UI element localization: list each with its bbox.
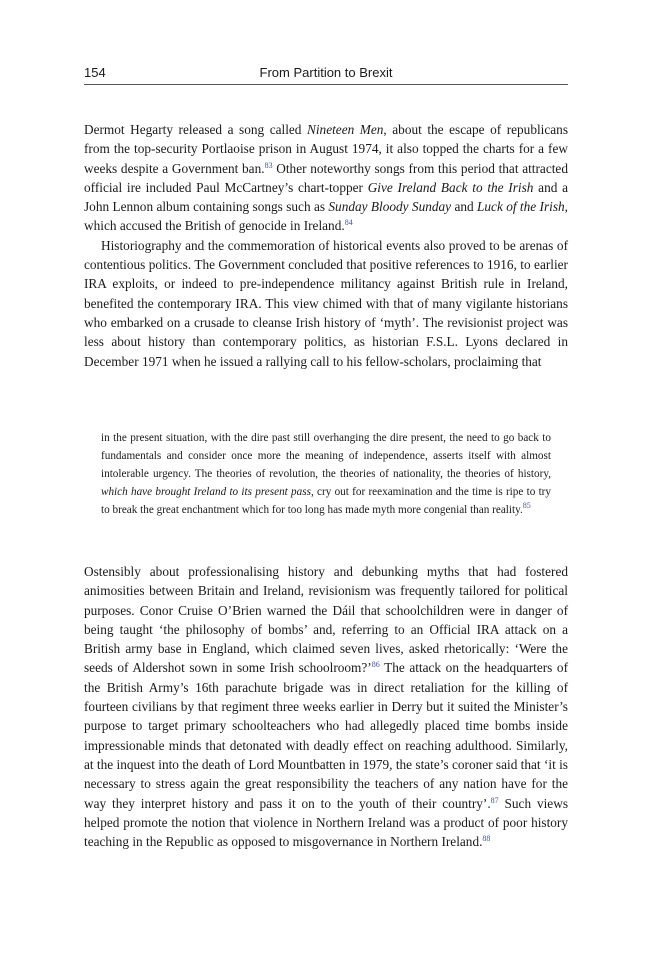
paragraph-1 xyxy=(84,120,568,236)
quote-text: , cry out for reexamination and the time is ripe to try to break the great enchantment which for too long has made myth more congenial than reality. xyxy=(101,485,552,516)
paragraph-1-text: and a John Lennon album containing songs such as xyxy=(84,179,569,215)
block-quote-text xyxy=(101,430,551,520)
paragraph-3-text: Such views helped promote the notion that violence in Northern Ireland was a product of poor history teaching in the Republic as opposed to misgovernance in Northern Ireland. xyxy=(84,795,568,850)
quote-text: in the present situation, with the dire past still overhanging the dire present, the need to go back to fundamentals and consider once more the meaning of independence, asserts itself with almost intolerable urgency. The theories of revolution, the theories of nationality, the theories of history, xyxy=(101,432,551,480)
footnote-ref-88[interactable]: 88 xyxy=(482,834,491,844)
song-title-luck-of-the-irish: Luck of the Irish xyxy=(477,199,565,215)
running-title: From Partition to Brexit xyxy=(259,65,393,80)
paragraph-3-text: The attack on the headquarters of the British Army’s 16th parachute brigade was in direct retaliation for the killing of fourteen civilians by that regiment three weeks earlier in Derry but it suited the Minister’s purpose to target primary schoolteachers who had allegedly placed time bombs inside impressionable minds that detonated with deadly effect on reaching adulthood. Similarly, at the inquest into the death of Lord Mountbatten in 1979, the state’s coroner said that ‘it is necessary to stress again the great responsibility the teachers of any nation have for the way they interpret history and pass it on to the youth of their country’. xyxy=(84,660,568,811)
song-title-sunday-bloody-sunday: Sunday Bloody Sunday xyxy=(328,199,452,215)
paragraph-3 xyxy=(84,562,568,851)
block-quote xyxy=(101,430,551,520)
page-number: 154 xyxy=(84,65,106,80)
main-text-upper xyxy=(84,120,568,371)
footnote-ref-83[interactable]: 83 xyxy=(264,160,273,170)
paragraph-1-text: , about the escape of republicans from the top-security Portlaoise prison in August 1974, it also topped the charts for a few weeks despite a Government ban. xyxy=(84,122,568,176)
footnote-ref-85[interactable]: 85 xyxy=(522,500,531,510)
paragraph-3-text: Ostensibly about professionalising history and debunking myths that had fostered animosities between Britain and Ireland, revisionism was frequently tailored for political purposes. Conor Cruise O’Brien warned the Dáil that schoolchildren were in danger of being taught ‘the philosophy of bombs’ and, referring to an Official IRA attack on a British army base in England, which claimed seven lives, asked rhetorically: ‘Were the seeds of Aldershot sown in some Irish schoolroom?’ xyxy=(84,564,568,676)
paragraph-1-text: Other noteworthy songs from this period that attracted official ire included Paul McCartney’s chart-topper xyxy=(84,160,568,195)
footnote-ref-86[interactable]: 86 xyxy=(371,660,380,670)
page-header xyxy=(84,60,568,85)
quote-italic: which have brought Ireland to its present pass xyxy=(101,485,311,498)
paragraph-1-text: , which accused the British of genocide in Ireland. xyxy=(84,199,568,234)
song-title-give-ireland-back: Give Ireland Back to the Irish xyxy=(367,179,534,195)
song-title-nineteen-men: Nineteen Men xyxy=(306,122,384,137)
footnote-ref-87[interactable]: 87 xyxy=(490,795,499,805)
paragraph-1-text: Dermot Hegarty released a song called xyxy=(84,122,307,137)
main-text-lower xyxy=(84,562,568,851)
paragraph-1-text: and xyxy=(451,199,478,215)
paragraph-2: Historiography and the commemoration of historical events also proved to be arenas of contentious politics. The Government concluded that positive references to 1916, to earlier IRA exploits, or indeed to pre-independence militancy against British rule in Ireland, benefited the contemporary IRA. This view chimed with that of many vigilante historians who embarked on a crusade to cleanse Irish history of ‘myth’. The revisionist project was less about history than contemporary politics, as historian F.S.L. Lyons declared in December 1971 when he issued a rallying call to his fellow-scholars, proclaiming that xyxy=(84,237,568,369)
footnote-ref-84[interactable]: 84 xyxy=(344,218,353,228)
